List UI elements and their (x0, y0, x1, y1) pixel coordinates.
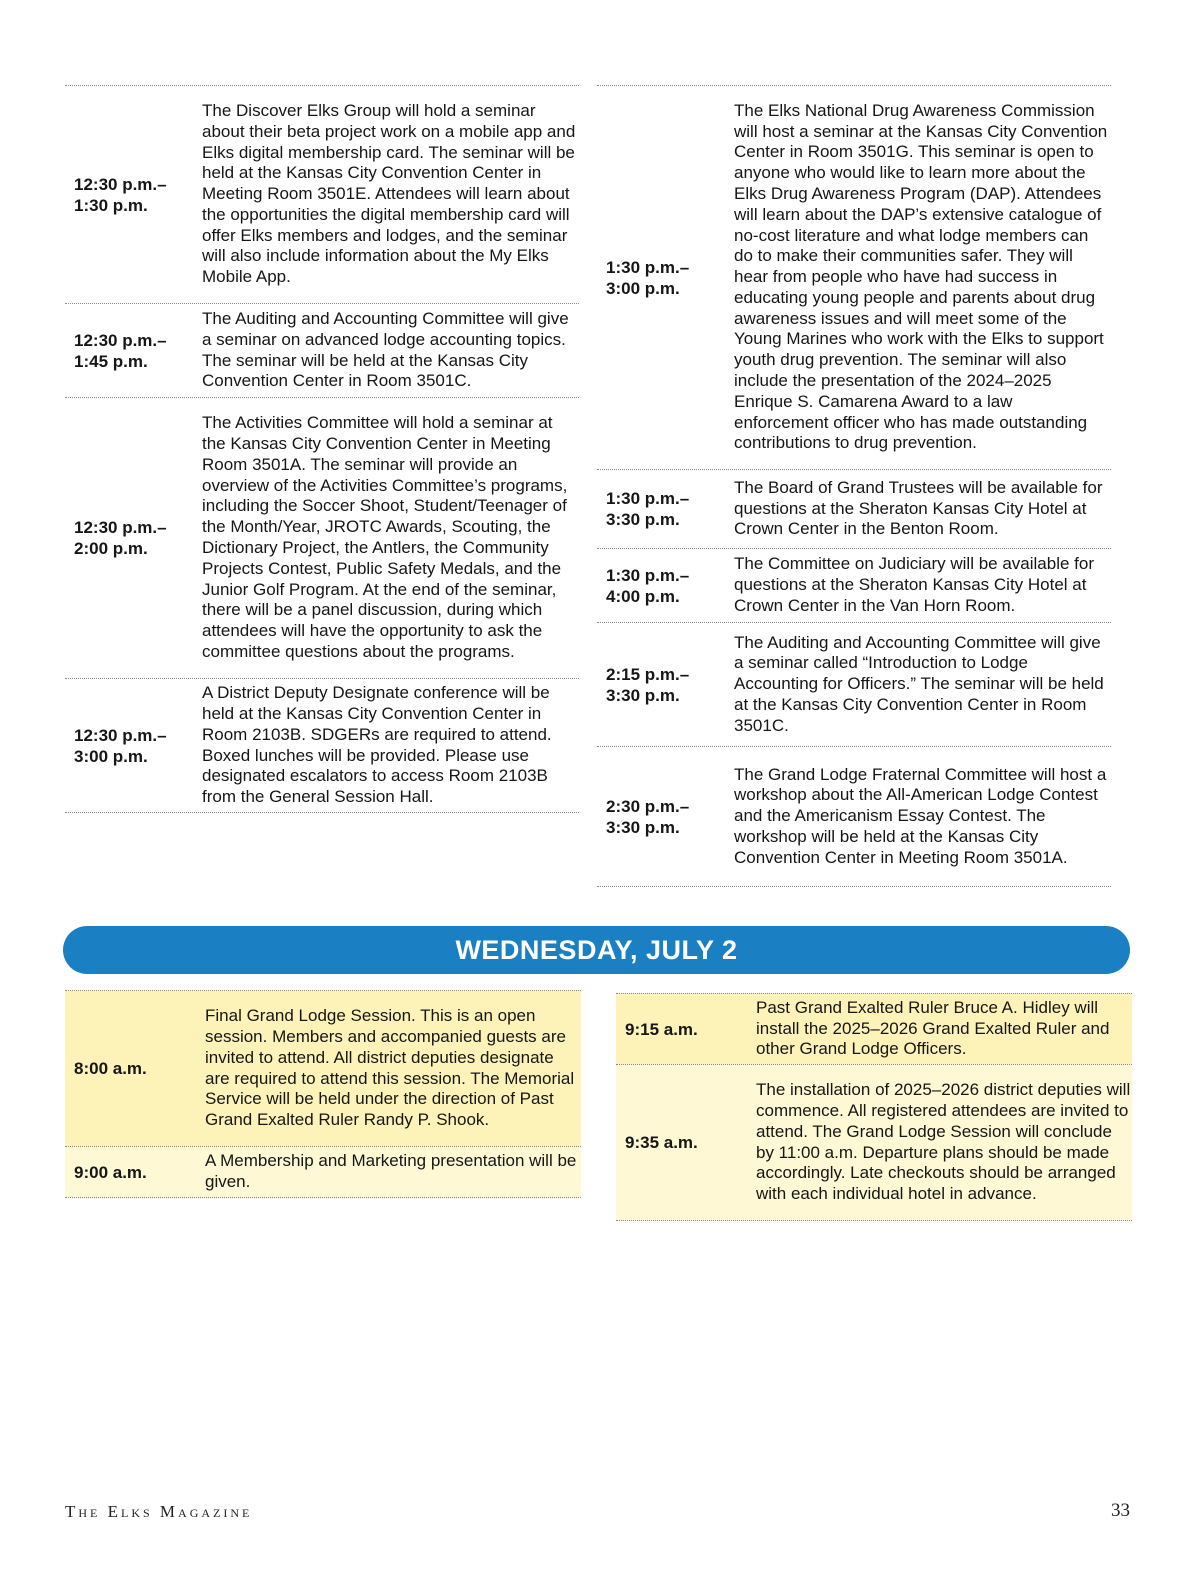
schedule-time: 2:15 p.m.– 3:30 p.m. (606, 664, 690, 705)
schedule-time: 12:30 p.m.– 1:30 p.m. (74, 174, 167, 215)
schedule-time: 1:30 p.m.– 3:30 p.m. (606, 489, 690, 529)
schedule-time: 2:30 p.m.– 3:30 p.m. (606, 796, 690, 837)
schedule-description: The Auditing and Accounting Committee will give a seminar called “Introduction to Lodge Accounting for Officers.” The seminar will be held at the Kansas City Convention Center in Room 3501C. (734, 632, 1104, 735)
schedule-description: The Discover Elks Group will hold a seminar about their beta project work on a mobile app and Elks digital membership card. The seminar will be held at the Kansas City Convention Center in Meeting Room 3501E. Attendees will learn about the opportunities the digital membership card will offer Elks members and lodges, and the seminar will also include information about the My Elks Mobile App. (202, 100, 576, 287)
tuesday-schedule-left (65, 85, 579, 813)
wednesday-schedule-left (65, 990, 581, 1198)
schedule-row (65, 678, 579, 813)
schedule-row (597, 548, 1111, 622)
schedule-row (65, 85, 579, 303)
schedule-description: The Board of Grand Trustees will be available for questions at the Sheraton Kansas City Hotel at Crown Center in the Benton Room. (734, 477, 1103, 539)
schedule-row (65, 303, 579, 397)
schedule-row (616, 993, 1132, 1064)
schedule-time: 9:00 a.m. (74, 1162, 147, 1182)
schedule-description: The Elks National Drug Awareness Commission will host a seminar at the Kansas City Convention Center in Room 3501G. This seminar is open to anyone who would like to learn more about the Elks Drug Awareness Program (DAP). Attendees will learn about the DAP’s extensive catalogue of no-cost literature and what lodge members can do to make their communities safer. They will hear from people who have had success in educating young people and parents about drug awareness issues and will meet some of the Young Marines who work with the Elks to support youth drug prevention. The seminar will also include the presentation of the 2024–2025 Enrique S. Camarena Award to a law enforcement officer who has made outstanding contributions to drug prevention. (734, 100, 1108, 453)
schedule-row (65, 1146, 581, 1198)
schedule-time: 1:30 p.m.– 4:00 p.m. (606, 565, 690, 606)
schedule-description: The Activities Committee will hold a seminar at the Kansas City Convention Center in Meeting Room 3501A. The seminar will provide an overview of the Activities Committee’s programs, including the Soccer Shoot, Student/Teenager of the Month/Year, JROTC Awards, Scouting, the Dictionary Project, the Antlers, the Community Projects Contest, Public Safety Medals, and the Junior Golf Program. At the end of the seminar, there will be a panel discussion, during which attendees will have the opportunity to ask the committee questions about the programs. (202, 413, 568, 661)
schedule-row (597, 746, 1111, 887)
schedule-time: 12:30 p.m.– 1:45 p.m. (74, 330, 167, 371)
schedule-description: The Auditing and Accounting Committee will give a seminar on advanced lodge accounting topics. The seminar will be held at the Kansas City Convention Center in Room 3501C. (202, 308, 569, 391)
schedule-row (65, 990, 581, 1146)
schedule-time: 9:15 a.m. (625, 1019, 698, 1039)
schedule-description: A District Deputy Designate conference will be held at the Kansas City Convention Center in Room 2103B. SDGERs are required to attend. Boxed lunches will be provided. Please use designated escalators to access Room 2103B from the General Session Hall. (202, 683, 552, 807)
schedule-time: 9:35 a.m. (625, 1133, 698, 1152)
schedule-time: 12:30 p.m.– 3:00 p.m. (74, 725, 167, 766)
schedule-time: 8:00 a.m. (74, 1059, 147, 1078)
schedule-description: The installation of 2025–2026 district deputies will commence. All registered attendees are invited to attend. The Grand Lodge Session will conclude by 11:00 a.m. Departure plans should be made accordingly. Late checkouts should be arranged with each individual hotel in advance. (756, 1080, 1131, 1204)
schedule-description: A Membership and Marketing presentation will be given. (205, 1151, 577, 1191)
schedule-row (597, 622, 1111, 746)
schedule-description: Final Grand Lodge Session. This is an open session. Members and accompanied guests are invited to attend. All district deputies designate are required to attend this session. The Memorial Service will be held under the direction of Past Grand Exalted Ruler Randy P. Shook. (205, 1006, 575, 1130)
schedule-description: The Grand Lodge Fraternal Committee will host a workshop about the All-American Lodge Contest and the Americanism Essay Contest. The workshop will be held at the Kansas City Convention Center in Meeting Room 3501A. (734, 764, 1107, 867)
schedule-row (616, 1064, 1132, 1221)
schedule-time: 12:30 p.m.– 2:00 p.m. (74, 518, 167, 558)
schedule-time: 1:30 p.m.– 3:00 p.m. (606, 257, 690, 298)
day-banner: WEDNESDAY, JULY 2 (63, 926, 1130, 974)
schedule-row (597, 469, 1111, 548)
schedule-description: Past Grand Exalted Ruler Bruce A. Hidley will install the 2025–2026 Grand Exalted Ruler and other Grand Lodge Officers. (756, 997, 1110, 1059)
schedule-row (65, 397, 579, 678)
schedule-row (597, 85, 1111, 469)
wednesday-schedule-right (616, 993, 1132, 1221)
page-number: 33 (1111, 1500, 1130, 1521)
tuesday-schedule-right (597, 85, 1111, 887)
magazine-name: The Elks Magazine (65, 1502, 253, 1521)
schedule-description: The Committee on Judiciary will be available for questions at the Sheraton Kansas City Hotel at Crown Center in the Van Horn Room. (734, 554, 1094, 615)
